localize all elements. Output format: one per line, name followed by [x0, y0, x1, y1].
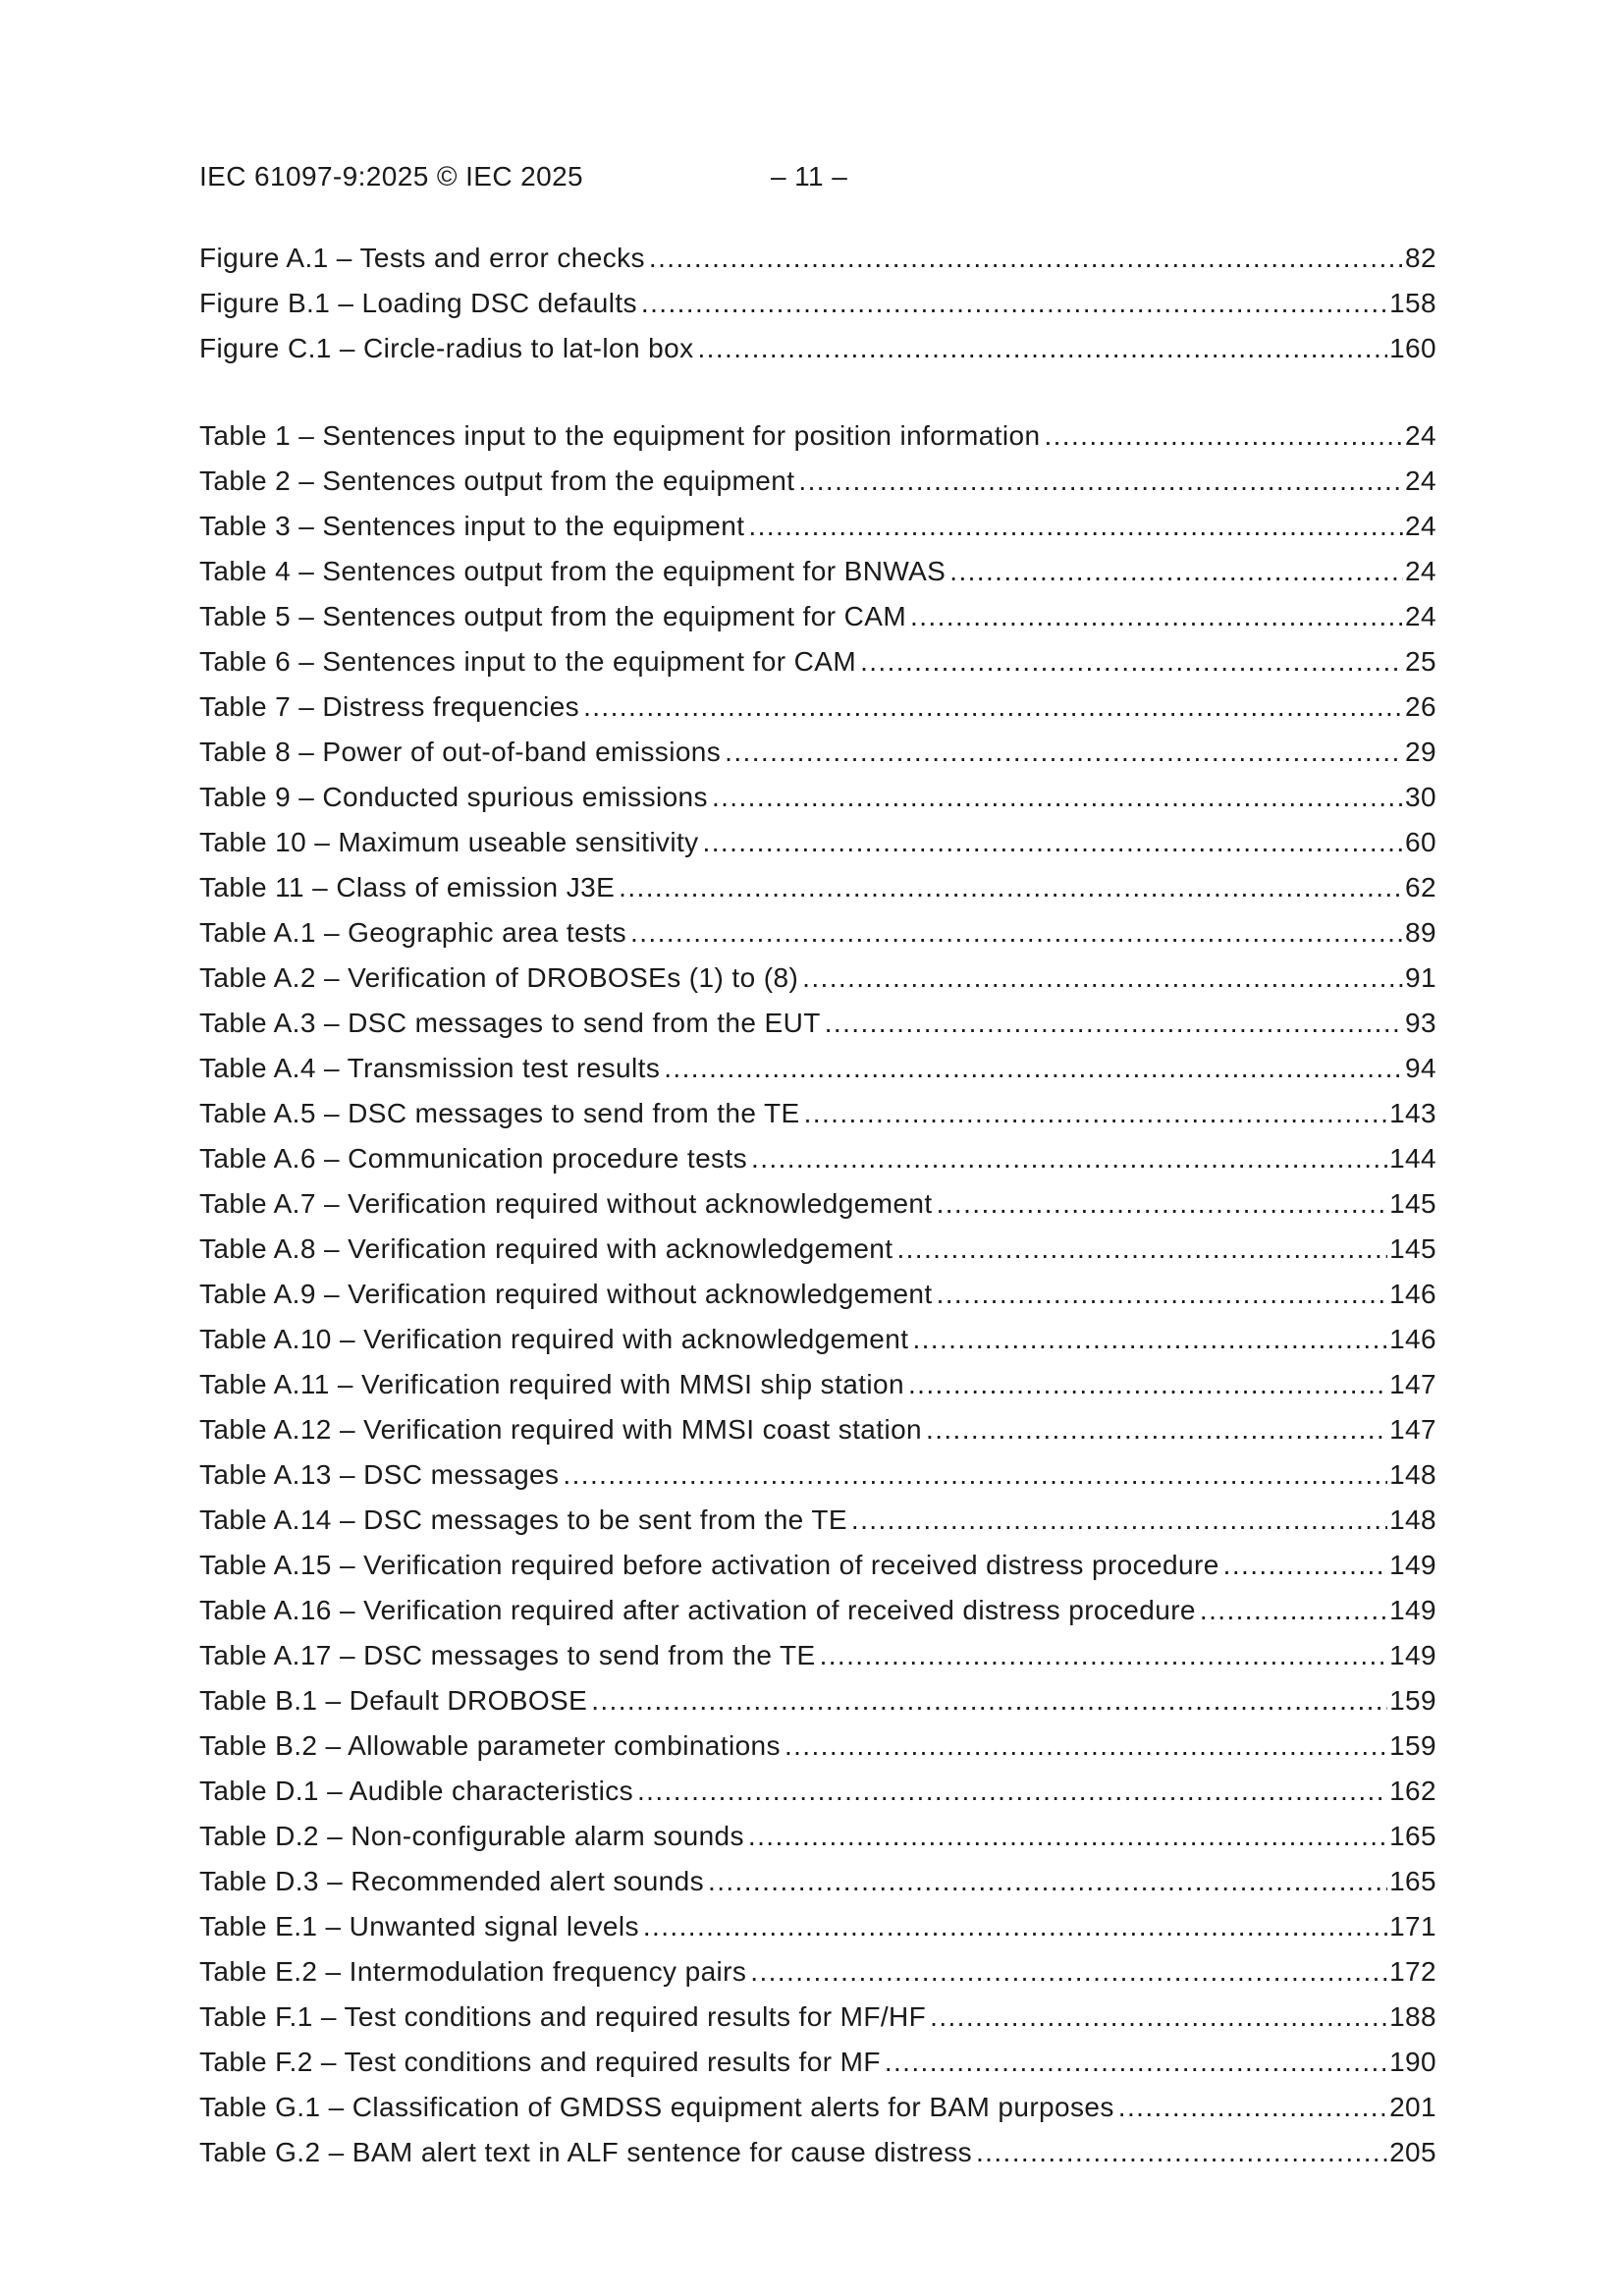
toc-entry-title: Table A.2 – Verification of DROBOSEs (1) to (8) — [199, 962, 799, 993]
toc-entry-page: 149 — [1389, 1595, 1436, 1625]
toc-entry-page: 146 — [1389, 1279, 1436, 1309]
dot-leader — [784, 1723, 1387, 1769]
dot-leader — [712, 775, 1403, 820]
table-list-entry[interactable] — [199, 413, 1436, 459]
toc-entry-title: Table A.13 – DSC messages — [199, 1459, 560, 1490]
dot-leader — [1118, 2085, 1387, 2130]
toc-entry-title: Table A.4 – Transmission test results — [199, 1053, 661, 1083]
table-list-entry[interactable] — [199, 459, 1436, 504]
table-list-entry[interactable] — [199, 730, 1436, 775]
toc-entry-page: 159 — [1389, 1685, 1436, 1716]
toc-entry-page: 145 — [1389, 1233, 1436, 1264]
dot-leader — [751, 1136, 1387, 1181]
toc-entry-page: 94 — [1405, 1053, 1436, 1083]
toc-entry-page: 24 — [1405, 511, 1436, 541]
toc-entry-page: 82 — [1405, 243, 1436, 273]
toc-entry-page: 149 — [1389, 1640, 1436, 1670]
dot-leader — [930, 1995, 1387, 2040]
toc-entry-page: 26 — [1405, 691, 1436, 722]
toc-entry-title: Table 6 – Sentences input to the equipment for CAM — [199, 646, 857, 677]
toc-entry-page: 93 — [1405, 1008, 1436, 1038]
table-list-entry[interactable] — [199, 1995, 1436, 2040]
toc-entry-title: Table 5 – Sentences output from the equipment for CAM — [199, 601, 907, 631]
toc-entry-page: 188 — [1389, 2001, 1436, 2032]
toc-entry-page: 205 — [1389, 2137, 1436, 2167]
table-list-entry[interactable] — [199, 1452, 1436, 1498]
dot-leader — [698, 326, 1388, 371]
table-list-entry[interactable] — [199, 1227, 1436, 1272]
toc-entry-title: Table D.3 – Recommended alert sounds — [199, 1866, 705, 1896]
table-list-entry[interactable] — [199, 1723, 1436, 1769]
toc-entry-page: 165 — [1389, 1821, 1436, 1851]
table-list-entry[interactable] — [199, 820, 1436, 865]
table-list-entry[interactable] — [199, 1543, 1436, 1588]
table-list-entry[interactable] — [199, 504, 1436, 549]
list-of-figures — [199, 236, 1436, 371]
toc-entry-title: Figure A.1 – Tests and error checks — [199, 243, 645, 273]
toc-entry-page: 24 — [1405, 601, 1436, 631]
dot-leader — [637, 1769, 1387, 1814]
toc-entry-page: 60 — [1405, 827, 1436, 857]
table-list-entry[interactable] — [199, 1814, 1436, 1859]
toc-entry-title: Table F.2 – Test conditions and required results for MF — [199, 2047, 881, 2077]
toc-entry-title: Table A.5 – DSC messages to send from the TE — [199, 1098, 800, 1128]
toc-entry-page: 25 — [1405, 646, 1436, 677]
dot-leader — [949, 549, 1403, 594]
toc-entry-page: 159 — [1389, 1730, 1436, 1761]
table-list-entry[interactable] — [199, 639, 1436, 684]
dot-leader — [630, 910, 1403, 956]
toc-entry-title: Table A.3 – DSC messages to send from the EUT — [199, 1008, 821, 1038]
toc-entry-page: 148 — [1389, 1459, 1436, 1490]
toc-entry-page: 29 — [1405, 737, 1436, 767]
toc-entry-page: 24 — [1405, 465, 1436, 496]
table-list-entry[interactable] — [199, 2040, 1436, 2085]
toc-entry-title: Table 9 – Conducted spurious emissions — [199, 782, 708, 812]
toc-entry-page: 146 — [1389, 1324, 1436, 1354]
table-list-entry[interactable] — [199, 1949, 1436, 1995]
table-list-entry[interactable] — [199, 1091, 1436, 1136]
toc-entry-page: 160 — [1389, 333, 1436, 363]
dot-leader — [1200, 1588, 1387, 1633]
dot-leader — [976, 2130, 1387, 2175]
toc-entry-page: 147 — [1389, 1369, 1436, 1399]
toc-entry-title: Table A.6 – Communication procedure tests — [199, 1143, 748, 1174]
toc-entry-page: 158 — [1389, 288, 1436, 318]
dot-leader — [643, 1904, 1387, 1949]
toc-entry-title: Table D.1 – Audible characteristics — [199, 1776, 633, 1806]
toc-entry-page: 91 — [1405, 962, 1436, 993]
toc-entry-title: Table A.12 – Verification required with MMSI coast station — [199, 1414, 923, 1445]
dot-leader — [1223, 1543, 1387, 1588]
dot-leader — [820, 1633, 1388, 1678]
dot-leader — [748, 504, 1403, 549]
toc-entry-page: 144 — [1389, 1143, 1436, 1174]
toc-entry-title: Table 1 – Sentences input to the equipment for position information — [199, 420, 1041, 451]
dot-leader — [583, 684, 1403, 730]
table-list-entry[interactable] — [199, 1678, 1436, 1723]
table-list-entry[interactable] — [199, 865, 1436, 910]
dot-leader — [708, 1859, 1387, 1904]
dot-leader — [798, 459, 1403, 504]
dot-leader — [563, 1452, 1387, 1498]
dot-leader — [725, 730, 1403, 775]
list-of-tables — [199, 413, 1436, 2175]
toc-entry-title: Table 3 – Sentences input to the equipment — [199, 511, 745, 541]
toc-entry-title: Figure C.1 – Circle-radius to lat-lon box — [199, 333, 694, 363]
table-list-entry[interactable] — [199, 1769, 1436, 1814]
toc-entry-page: 89 — [1405, 917, 1436, 948]
page-header — [199, 157, 1436, 196]
dot-leader — [802, 956, 1403, 1001]
toc-entry-page: 147 — [1389, 1414, 1436, 1445]
dot-leader — [896, 1227, 1387, 1272]
toc-entry-page: 149 — [1389, 1550, 1436, 1580]
table-list-entry[interactable] — [199, 1181, 1436, 1227]
dot-leader — [851, 1498, 1387, 1543]
toc-entry-title: Figure B.1 – Loading DSC defaults — [199, 288, 637, 318]
dot-leader — [748, 1814, 1387, 1859]
toc-entry-title: Table A.9 – Verification required without acknowledgement — [199, 1279, 933, 1309]
table-list-entry[interactable] — [199, 2085, 1436, 2130]
dot-leader — [926, 1407, 1387, 1452]
toc-entry-title: Table A.15 – Verification required before activation of received distress procedure — [199, 1550, 1219, 1580]
toc-entry-title: Table A.17 – DSC messages to send from the TE — [199, 1640, 816, 1670]
toc-entry-title: Table F.1 – Test conditions and required results for MF/HF — [199, 2001, 927, 2032]
toc-entry-page: 24 — [1405, 420, 1436, 451]
table-list-entry[interactable] — [199, 549, 1436, 594]
dot-leader — [619, 865, 1403, 910]
toc-entry-title: Table A.1 – Geographic area tests — [199, 917, 627, 948]
toc-entry-title: Table B.1 – Default DROBOSE — [199, 1685, 588, 1716]
toc-entry-page: 24 — [1405, 556, 1436, 586]
table-list-entry[interactable] — [199, 1001, 1436, 1046]
dot-leader — [937, 1272, 1388, 1317]
toc-entry-page: 171 — [1389, 1911, 1436, 1941]
table-list-entry[interactable] — [199, 1904, 1436, 1949]
table-list-entry[interactable] — [199, 956, 1436, 1001]
toc-entry-title: Table E.2 – Intermodulation frequency pairs — [199, 1956, 747, 1987]
toc-entry-title: Table A.16 – Verification required after activation of received distress procedure — [199, 1595, 1196, 1625]
table-list-entry[interactable] — [199, 2130, 1436, 2175]
table-list-entry[interactable] — [199, 684, 1436, 730]
figure-list-entry[interactable] — [199, 236, 1436, 281]
table-list-entry[interactable] — [199, 1407, 1436, 1452]
dot-leader — [703, 820, 1404, 865]
figure-list-entry[interactable] — [199, 326, 1436, 371]
dot-leader — [750, 1949, 1387, 1995]
toc-entry-title: Table 4 – Sentences output from the equipment for BNWAS — [199, 556, 947, 586]
toc-entry-page: 30 — [1405, 782, 1436, 812]
toc-entry-title: Table 8 – Power of out-of-band emissions — [199, 737, 722, 767]
toc-entry-title: Table E.1 – Unwanted signal levels — [199, 1911, 639, 1941]
toc-entry-title: Table 7 – Distress frequencies — [199, 691, 580, 722]
dot-leader — [664, 1046, 1403, 1091]
figure-list-entry[interactable] — [199, 281, 1436, 326]
toc-entry-title: Table A.10 – Verification required with acknowledgement — [199, 1324, 909, 1354]
table-list-entry[interactable] — [199, 594, 1436, 639]
dot-leader — [1044, 413, 1403, 459]
table-list-entry[interactable] — [199, 1362, 1436, 1407]
dot-leader — [641, 281, 1387, 326]
toc-entry-page: 165 — [1389, 1866, 1436, 1896]
table-list-entry[interactable] — [199, 910, 1436, 956]
dot-leader — [649, 236, 1403, 281]
toc-entry-page: 148 — [1389, 1504, 1436, 1535]
dot-leader — [591, 1678, 1387, 1723]
toc-entry-title: Table A.7 – Verification required without acknowledgement — [199, 1188, 933, 1219]
document-id: IEC 61097-9:2025 © IEC 2025 — [199, 161, 584, 191]
toc-entry-page: 201 — [1389, 2092, 1436, 2122]
toc-entry-title: Table A.14 – DSC messages to be sent from the TE — [199, 1504, 847, 1535]
table-list-entry[interactable] — [199, 1046, 1436, 1091]
toc-entry-page: 172 — [1389, 1956, 1436, 1987]
dot-leader — [885, 2040, 1387, 2085]
dot-leader — [860, 639, 1403, 684]
table-list-entry[interactable] — [199, 1136, 1436, 1181]
toc-entry-page: 62 — [1405, 872, 1436, 902]
dot-leader — [804, 1091, 1387, 1136]
table-list-entry[interactable] — [199, 1633, 1436, 1678]
table-list-entry[interactable] — [199, 1272, 1436, 1317]
toc-entry-title: Table D.2 – Non-configurable alarm sounds — [199, 1821, 744, 1851]
toc-entry-title: Table G.1 – Classification of GMDSS equipment alerts for BAM purposes — [199, 2092, 1114, 2122]
toc-entry-page: 145 — [1389, 1188, 1436, 1219]
dot-leader — [937, 1181, 1388, 1227]
table-list-entry[interactable] — [199, 1317, 1436, 1362]
table-list-entry[interactable] — [199, 1859, 1436, 1904]
toc-entry-page: 162 — [1389, 1776, 1436, 1806]
toc-entry-page: 190 — [1389, 2047, 1436, 2077]
toc-entry-title: Table 10 – Maximum useable sensitivity — [199, 827, 699, 857]
dot-leader — [910, 594, 1403, 639]
dot-leader — [825, 1001, 1403, 1046]
page-number: – 11 – — [771, 161, 848, 191]
toc-entry-title: Table 2 – Sentences output from the equipment — [199, 465, 795, 496]
toc-entry-page: 143 — [1389, 1098, 1436, 1128]
dot-leader — [912, 1317, 1387, 1362]
toc-entry-title: Table B.2 – Allowable parameter combinations — [199, 1730, 781, 1761]
toc-entry-title: Table 11 – Class of emission J3E — [199, 872, 616, 902]
table-list-entry[interactable] — [199, 1498, 1436, 1543]
table-list-entry[interactable] — [199, 775, 1436, 820]
toc-entry-title: Table G.2 – BAM alert text in ALF sentence for cause distress — [199, 2137, 972, 2167]
toc-entry-title: Table A.11 – Verification required with MMSI ship station — [199, 1369, 904, 1399]
toc-entry-title: Table A.8 – Verification required with acknowledgement — [199, 1233, 893, 1264]
table-list-entry[interactable] — [199, 1588, 1436, 1633]
dot-leader — [908, 1362, 1387, 1407]
